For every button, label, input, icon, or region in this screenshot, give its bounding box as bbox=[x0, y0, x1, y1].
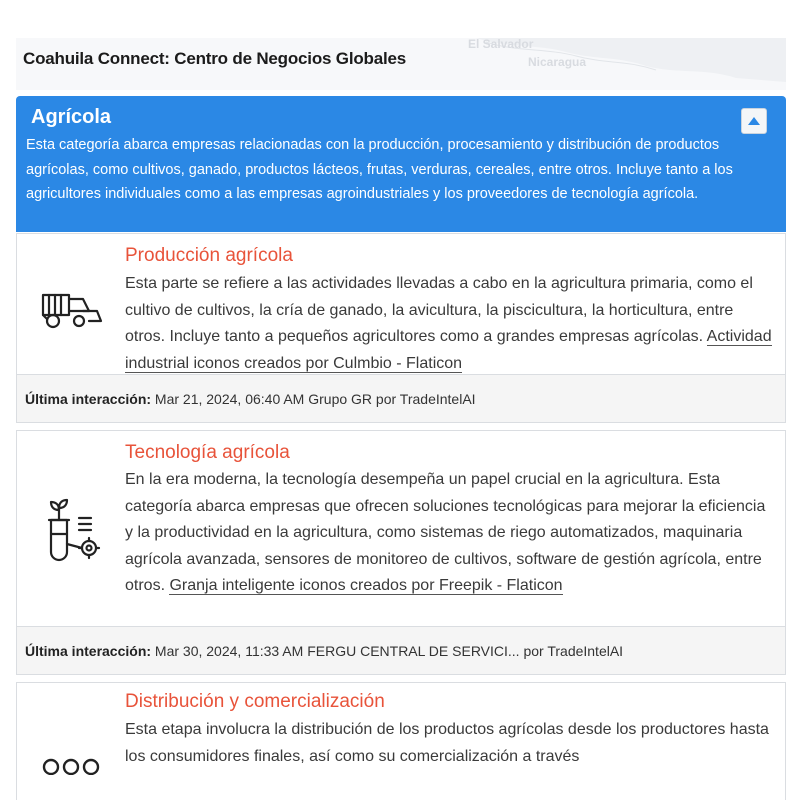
item-footer bbox=[17, 626, 785, 674]
item-description-text: En la era moderna, la tecnología desempeña un papel crucial en la agricultura. Esta categoría abarca empresas que ofrecen soluciones tecnológicas para mejorar la eficiencia y la productividad en la agricultura, como sistemas de riego automatizados, maquinaria agrícola avanzada, sensores de monitoreo de cultivos, software de gestión agrícola, entre otros. bbox=[125, 471, 766, 594]
chevron-up-icon bbox=[748, 117, 760, 125]
item-description bbox=[125, 271, 775, 377]
item-title: Producción agrícola bbox=[125, 245, 293, 266]
list-item bbox=[16, 430, 786, 675]
category-description: Esta categoría abarca empresas relacionadas con la producción, procesamiento y distribución de productos agrícolas, como cultivos, ganado, productos lácteos, frutas, verduras, cereales, entre otros. Incluye tanto a los agricultores individuales como a las empresas agroindustriales y los proveedores de tecnología agrícola. bbox=[26, 137, 733, 202]
item-description-text: Esta etapa involucra la distribución de los productos agrícolas desde los productores hasta los consumidores finales, así como su comercialización a través bbox=[125, 721, 769, 765]
item-body bbox=[17, 683, 785, 800]
item-footer bbox=[17, 374, 785, 422]
footer-label: Última interacción: bbox=[25, 643, 152, 659]
category-header bbox=[16, 96, 786, 232]
item-description bbox=[125, 717, 775, 770]
item-title: Distribución y comercialización bbox=[125, 691, 385, 712]
item-description bbox=[125, 467, 775, 600]
credit-link[interactable]: Granja inteligente iconos creados por Freepik - Flaticon bbox=[169, 577, 563, 594]
item-body bbox=[17, 234, 785, 376]
distribution-icon bbox=[39, 755, 103, 780]
footer-text: Mar 30, 2024, 11:33 AM FERGU CENTRAL DE SERVICI... por TradeIntelAI bbox=[154, 643, 624, 659]
harvester-icon bbox=[39, 289, 103, 338]
item-description-text: Esta parte se refiere a las actividades llevadas a cabo en la agricultura primaria, como el cultivo de cultivos, la cría de ganado, la avicultura, la piscicultura, la horticultura, entre otros. Incluye tanto a pequeños agricultores como a grandes empresas agrícolas. bbox=[125, 275, 753, 345]
list-item bbox=[16, 682, 786, 800]
map-label-nicaragua: Nicaragua bbox=[528, 55, 587, 69]
category-title: Agrícola bbox=[31, 106, 112, 128]
map-background bbox=[446, 38, 786, 90]
collapse-button[interactable] bbox=[741, 108, 767, 134]
footer-text: Mar 21, 2024, 06:40 AM Grupo GR por TradeIntelAI bbox=[154, 391, 476, 407]
smart-farm-icon bbox=[45, 498, 103, 569]
site-header bbox=[16, 38, 786, 90]
map-label-el-salvador: El Salvador bbox=[468, 38, 534, 51]
credit-link[interactable]: Actividad industrial iconos creados por Culmbio - Flaticon bbox=[125, 328, 772, 372]
page-title: Coahuila Connect: Centro de Negocios Globales bbox=[23, 49, 406, 68]
footer-label: Última interacción: bbox=[25, 391, 152, 407]
item-body bbox=[17, 431, 785, 628]
list-item bbox=[16, 233, 786, 423]
item-title: Tecnología agrícola bbox=[125, 442, 290, 463]
